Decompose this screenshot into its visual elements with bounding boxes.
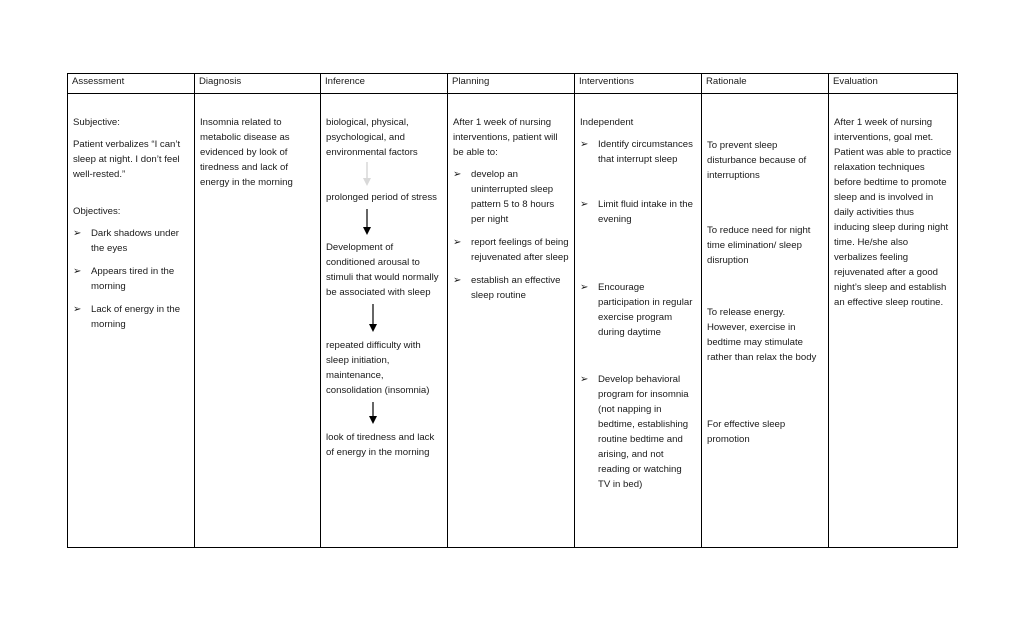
- objective-item: ➢ Appears tired in the morning: [73, 266, 175, 292]
- planning-goal-item: ➢ develop an uninterrupted sleep pattern 5 to 8 hours per night: [453, 169, 555, 225]
- inference-cell: [321, 94, 448, 548]
- diagnosis-text: Insomnia related to metabolic disease as evidenced by look of tiredness and lack of energy in the morning: [200, 117, 293, 188]
- arrow-bullet-icon: ➢: [580, 374, 589, 385]
- header-diagnosis: Diagnosis: [195, 74, 321, 94]
- arrow-bullet-icon: ➢: [453, 169, 462, 180]
- planning-intro: After 1 week of nursing interventions, patient will be able to:: [453, 117, 558, 158]
- down-arrow-icon: [326, 302, 442, 338]
- arrow-bullet-icon: ➢: [73, 228, 82, 239]
- inference-step: biological, physical, psychological, and environmental factors: [326, 117, 418, 158]
- header-assessment: Assessment: [68, 74, 195, 94]
- arrow-bullet-icon: ➢: [453, 237, 462, 248]
- planning-goal-item: ➢ report feelings of being rejuvenated after sleep: [453, 237, 569, 263]
- intervention-item: ➢ Identify circumstances that interrupt sleep: [580, 139, 693, 165]
- objective-item: ➢ Dark shadows under the eyes: [73, 228, 179, 254]
- planning-goals-list: [453, 167, 569, 303]
- inference-step: Development of conditioned arousal to stimuli that would normally be associated with sleep: [326, 242, 439, 298]
- header-planning: Planning: [448, 74, 575, 94]
- objective-item: ➢ Lack of energy in the morning: [73, 304, 181, 330]
- content-row: [68, 94, 958, 548]
- objectives-list: [73, 226, 189, 332]
- planning-cell: [448, 94, 575, 548]
- intervention-item: ➢ Develop behavioral program for insomnia (not napping in bedtime, establishing routine bedtime and arising, and not reading or watching TV in bed): [580, 374, 689, 490]
- inference-step: prolonged period of stress: [326, 192, 437, 203]
- subjective-text: Patient verbalizes “I can’t sleep at night. I don’t feel well-rested.”: [73, 139, 181, 180]
- inference-step: repeated difficulty with sleep initiation, maintenance, consolidation (insomnia): [326, 340, 430, 396]
- planning-goal-item: ➢ establish an effective sleep routine: [453, 275, 561, 301]
- arrow-bullet-icon: ➢: [73, 304, 82, 315]
- arrow-bullet-icon: ➢: [73, 266, 82, 277]
- objectives-label: Objectives:: [73, 206, 121, 217]
- arrow-bullet-icon: ➢: [580, 139, 589, 150]
- intervention-item: ➢ Encourage participation in regular exercise program during daytime: [580, 282, 693, 338]
- interventions-list: [580, 137, 696, 492]
- down-arrow-icon: [326, 207, 442, 240]
- interventions-cell: [575, 94, 702, 548]
- rationale-item: For effective sleep promotion: [707, 419, 786, 445]
- diagnosis-cell: [195, 94, 321, 548]
- subjective-label: Subjective:: [73, 117, 120, 128]
- arrow-bullet-icon: ➢: [453, 275, 462, 286]
- header-interventions: Interventions: [575, 74, 702, 94]
- arrow-bullet-icon: ➢: [580, 199, 589, 210]
- header-evaluation: Evaluation: [829, 74, 958, 94]
- down-arrow-icon: [326, 160, 442, 190]
- header-inference: Inference: [321, 74, 448, 94]
- nursing-care-plan-table: [67, 73, 958, 548]
- interventions-label: Independent: [580, 117, 634, 128]
- rationale-item: To reduce need for night time elimination/ sleep disruption: [707, 225, 811, 266]
- inference-step: look of tiredness and lack of energy in the morning: [326, 432, 435, 458]
- evaluation-cell: [829, 94, 958, 548]
- rationale-cell: [702, 94, 829, 548]
- header-rationale: Rationale: [702, 74, 829, 94]
- down-arrow-icon: [326, 400, 442, 430]
- arrow-bullet-icon: ➢: [580, 282, 589, 293]
- intervention-item: ➢ Limit fluid intake in the evening: [580, 199, 693, 225]
- assessment-cell: [68, 94, 195, 548]
- evaluation-text: After 1 week of nursing interventions, goal met. Patient was able to practice relaxation techniques before bedtime to promote sleep and is involved in daily activities thus inducing sleep during night time. He/she also verbalizes feeling rejuvenated after a good night’s sleep and establish an effective sleep routine.: [834, 117, 952, 308]
- header-row: [68, 74, 958, 94]
- rationale-item: To prevent sleep disturbance because of interruptions: [707, 140, 807, 181]
- rationale-item: To release energy. However, exercise in bedtime may stimulate rather than relax the body: [707, 307, 817, 363]
